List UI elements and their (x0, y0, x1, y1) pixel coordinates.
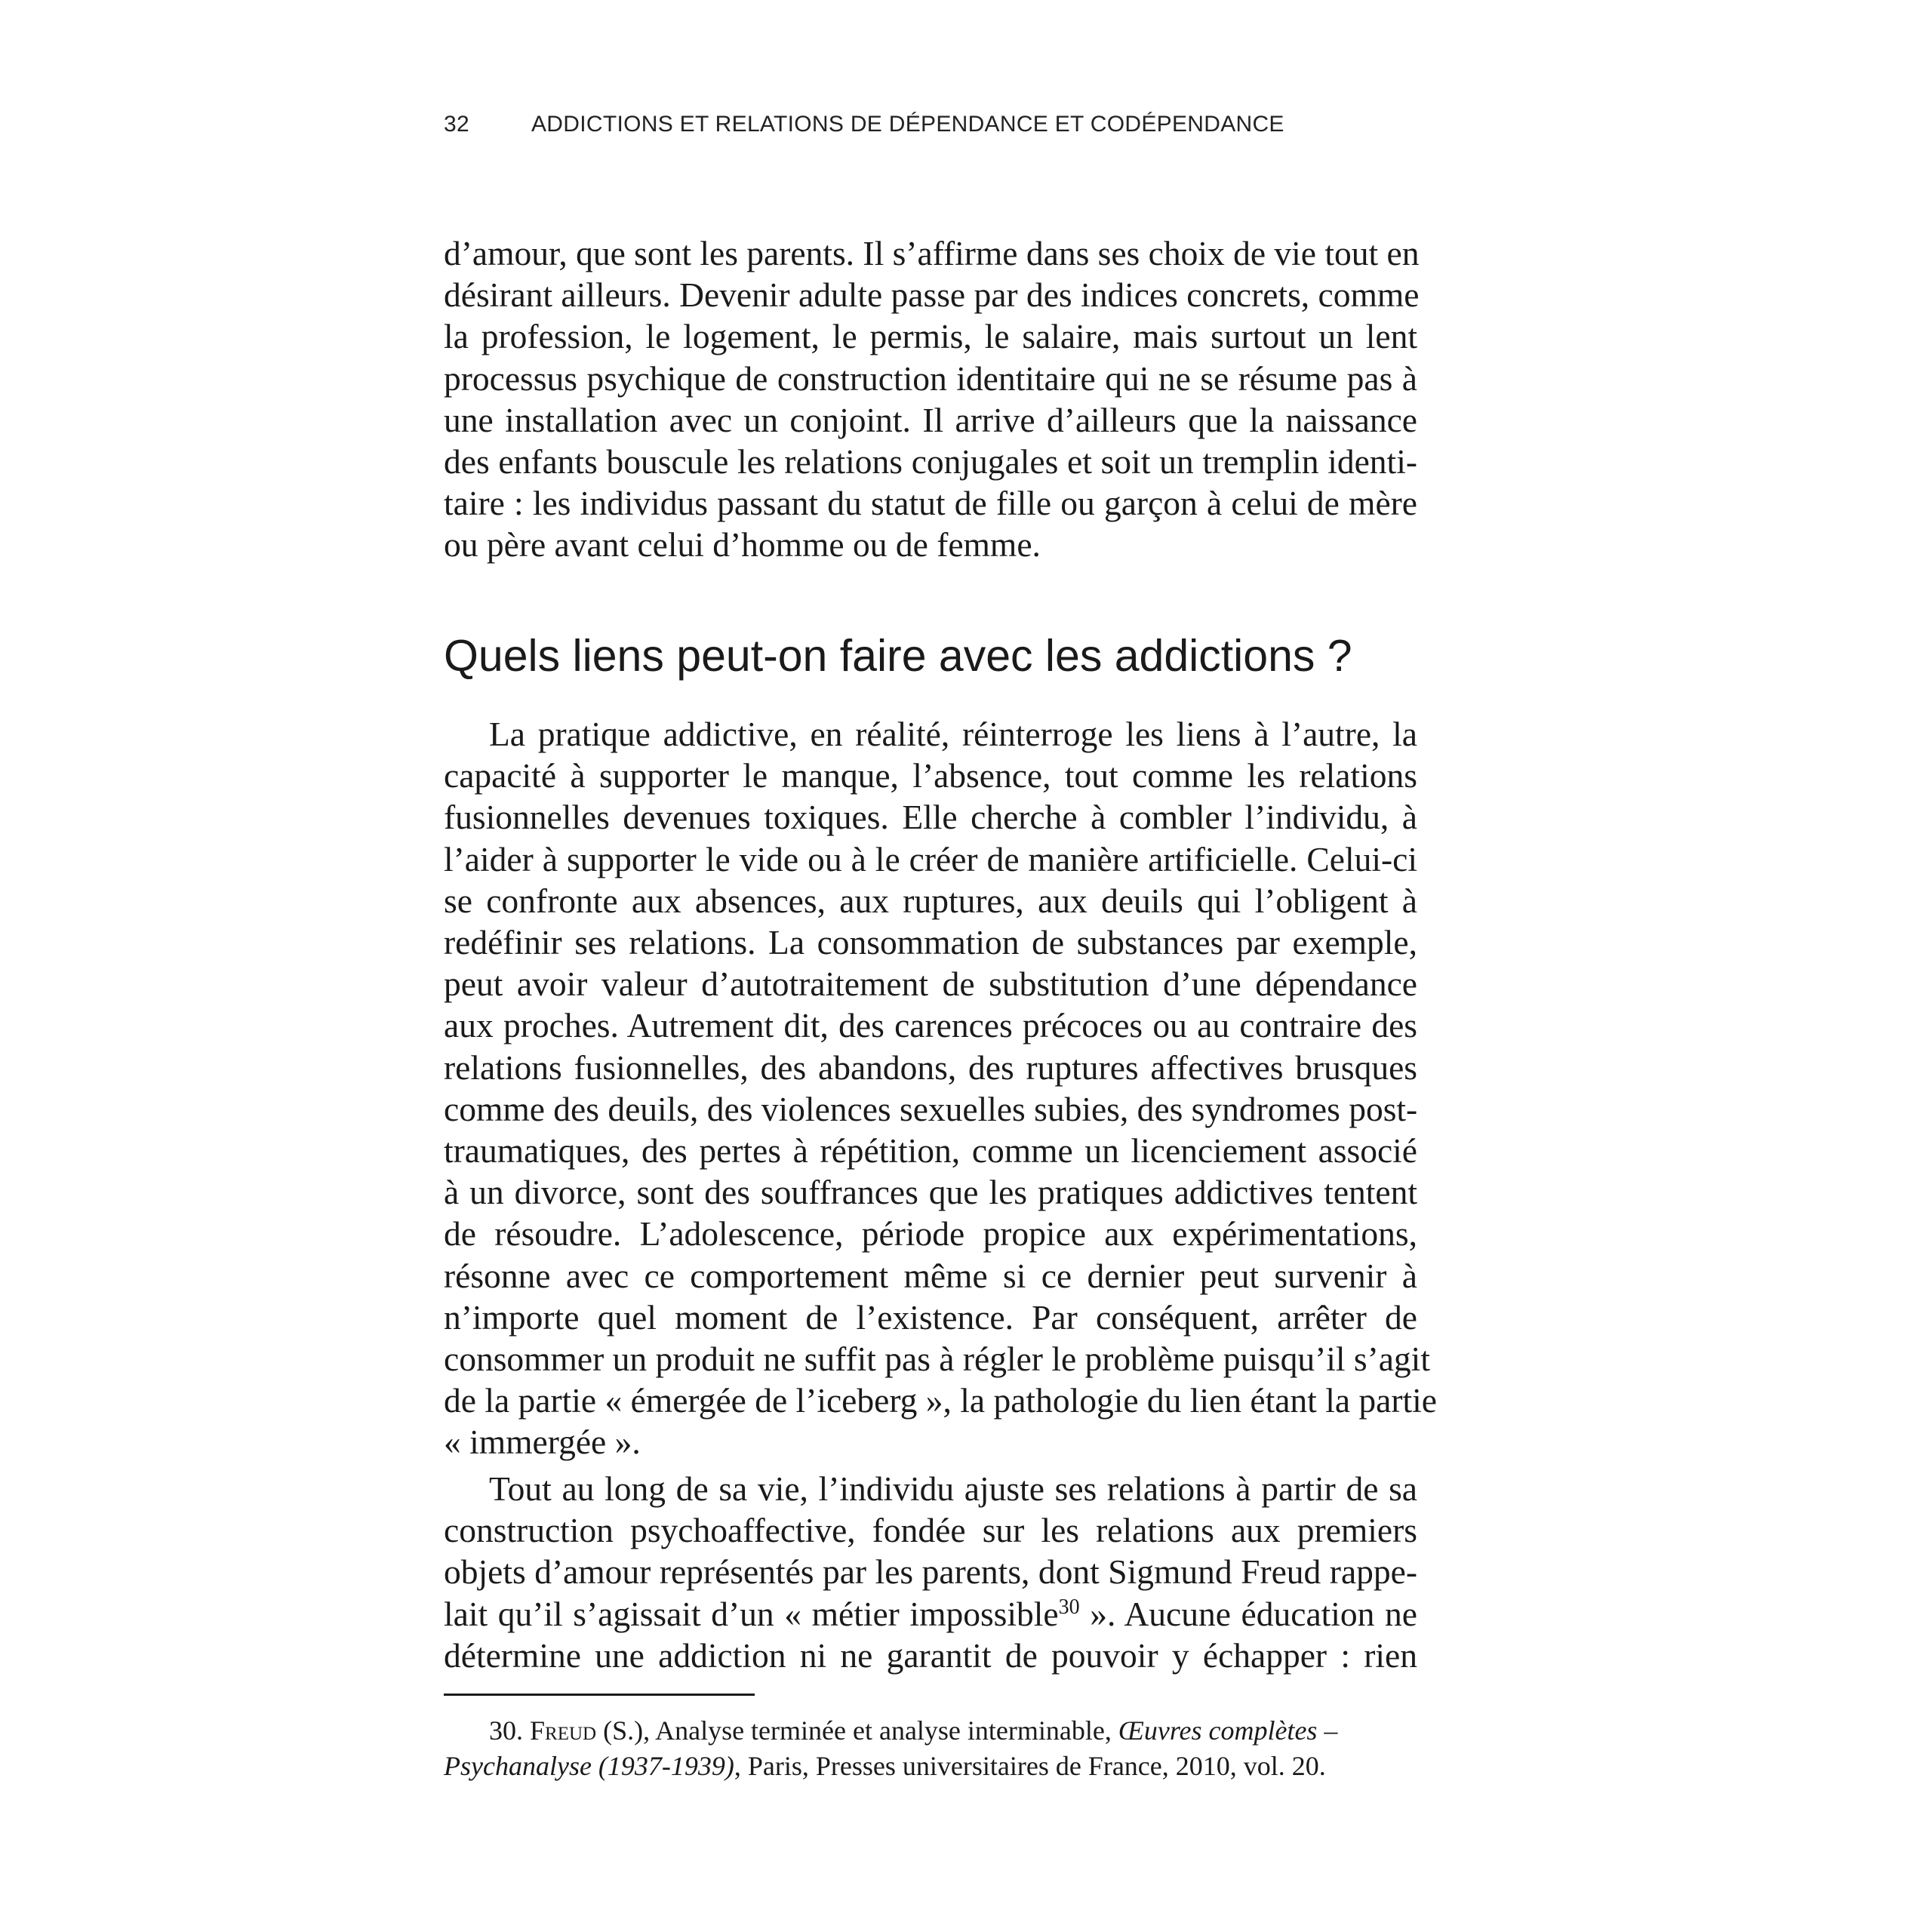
text-line-first (444, 713, 1417, 755)
text-line: processus psychique de construction identitaire qui ne se résume pas à (444, 358, 1417, 398)
text-line: résonne avec ce comportement même si ce dernier peut survenir à (444, 1256, 1417, 1295)
text-line: ou père avant celui d’homme ou de femme. (444, 525, 1041, 565)
footnote-number: 30. (489, 1715, 523, 1746)
text-line: traumatiques, des pertes à répétition, comme un licenciement associé (444, 1131, 1417, 1171)
text-line: désirant ailleurs. Devenir adulte passe par des indices concrets, comme (444, 275, 1420, 315)
text-line: consommer un produit ne suffit pas à régler le problème puisqu’il s’agit (444, 1340, 1430, 1379)
page-number: 32 (444, 112, 469, 137)
text-segment: lait qu’il s’agissait d’un « métier impossible (444, 1594, 1059, 1633)
text-line: objets d’amour représentés par les parents, dont Sigmund Freud rappe- (444, 1552, 1417, 1592)
text-line: peut avoir valeur d’autotraitement de substitution d’une dépendance (444, 964, 1417, 1004)
paragraph-addictions (444, 713, 1437, 1463)
text-line: redéfinir ses relations. La consommation de substances par exemple, (444, 923, 1417, 962)
text-line: une installation avec un conjoint. Il arrive d’ailleurs que la naissance (444, 400, 1417, 439)
text-line: taire : les individus passant du statut de fille ou garçon à celui de mère (444, 484, 1417, 523)
footnote-subtitle: Psychanalyse (1937-1939) (444, 1751, 734, 1781)
running-title: ADDICTIONS ET RELATIONS DE DÉPENDANCE ET CODÉPENDANCE (531, 112, 1284, 137)
paragraph (444, 1468, 1417, 1676)
footnote-reference[interactable]: 30 (1058, 1595, 1080, 1619)
text-line: fusionnelles devenues toxiques. Elle cherche à combler l’individu, à (444, 798, 1417, 837)
text-line: de résoudre. L’adolescence, période propice aux expérimentations, (444, 1214, 1417, 1254)
footnote (444, 1713, 1417, 1784)
text-line: capacité à supporter le manque, l’absence, tout comme les relations (444, 756, 1417, 795)
text-line: des enfants bouscule les relations conjugales et soit un tremplin identi- (444, 442, 1417, 481)
footnote-line (444, 1749, 1417, 1784)
text-line: n’importe quel moment de l’existence. Par conséquent, arrêter de (444, 1297, 1417, 1337)
footnote-publisher: , Paris, Presses universitaires de France, 2010, vol. 20. (734, 1751, 1326, 1781)
footnote-title: Œuvres complètes – (1118, 1715, 1338, 1746)
text-line: la profession, le logement, le permis, le salaire, mais surtout un lent (444, 317, 1417, 356)
text-line-first (444, 1468, 1417, 1509)
paragraph-freud (444, 1468, 1417, 1676)
text-line-with-note (444, 1593, 1417, 1635)
paragraph (444, 713, 1437, 1463)
text-line: se confronte aux absences, aux ruptures, aux deuils qui l’obligent à (444, 881, 1417, 920)
text-segment: ». Aucune éducation ne (1079, 1594, 1417, 1633)
text-line: de la partie « émergée de l’iceberg », la pathologie du lien étant la partie (444, 1381, 1437, 1420)
footnote-separator (444, 1694, 755, 1696)
running-header (444, 112, 1425, 137)
footnote-line (444, 1713, 1417, 1749)
text-line: aux proches. Autrement dit, des carences précoces ou au contraire des (444, 1006, 1417, 1045)
text-line-content: Tout au long de sa vie, l’individu ajuste ses relations à partir de sa (489, 1469, 1417, 1508)
text-line: construction psychoaffective, fondée sur les relations aux premiers (444, 1511, 1417, 1550)
footnote-author: Freud (530, 1715, 597, 1746)
paragraph (444, 232, 1420, 566)
text-line: « immergée ». (444, 1423, 641, 1462)
text-line: détermine une addiction ni ne garantit de pouvoir y échapper : rien (444, 1635, 1417, 1675)
text-line: comme des deuils, des violences sexuelles subies, des syndromes post- (444, 1089, 1418, 1128)
section-heading: Quels liens peut-on faire avec les addictions ? (444, 631, 1352, 681)
text-line: relations fusionnelles, des abandons, des ruptures affectives brusques (444, 1048, 1417, 1087)
paragraph-continued (444, 232, 1420, 566)
text-line: l’aider à supporter le vide ou à le créer de manière artificielle. Celui-ci (444, 839, 1417, 878)
text-line: d’amour, que sont les parents. Il s’affirme dans ses choix de vie tout en (444, 234, 1420, 272)
footnote-text: (S.), Analyse terminée et analyse interminable, (596, 1715, 1118, 1746)
text-line: à un divorce, sont des souffrances que les pratiques addictives tentent (444, 1173, 1417, 1212)
text-line-content: La pratique addictive, en réalité, réinterroge les liens à l’autre, la (489, 715, 1417, 753)
